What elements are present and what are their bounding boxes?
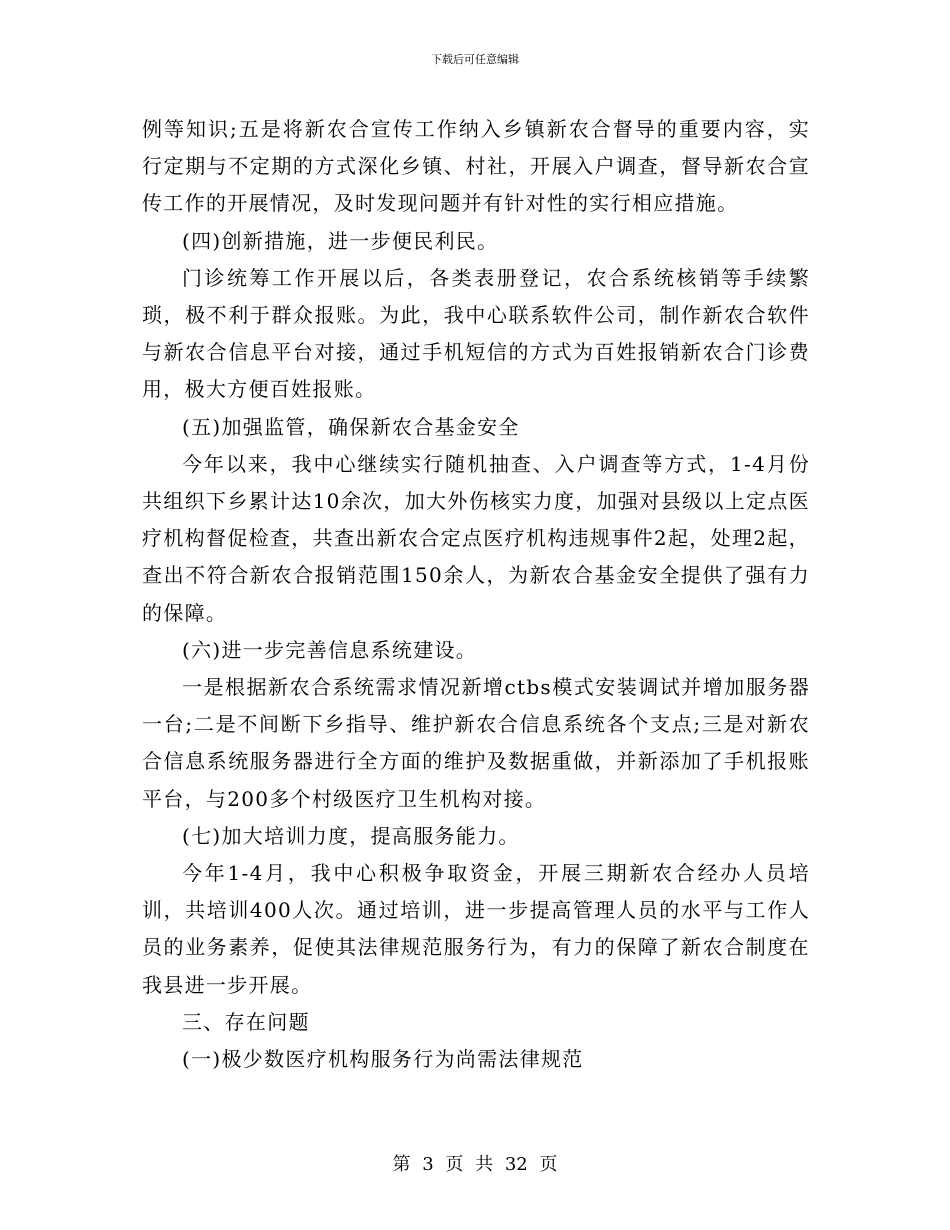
paragraph: 门诊统筹工作开展以后，各类表册登记，农合系统核销等手续繁琐，极不利于群众报账。为此，我中心联系软件公司，制作新农合软件与新农合信息平台对接，通过手机短信的方式为百姓报销新农合门诊费用，极大方便百姓报账。 xyxy=(142,265,810,402)
section-heading-6: (六)进一步完善信息系统建设。 xyxy=(182,637,478,662)
document-body xyxy=(142,111,810,1078)
paragraph: 今年以来，我中心继续实行随机抽查、入户调查等方式，1-4月份共组织下乡累计达10余次，加大外伤核实力度，加强对县级以上定点医疗机构督促检查，共查出新农合定点医疗机构违规事件2起，处理2起，查出不符合新农合报销范围150余人，为新农合基金安全提供了强有力的保障。 xyxy=(142,451,810,625)
paragraph-continuation: 例等知识;五是将新农合宣传工作纳入乡镇新农合督导的重要内容，实行定期与不定期的方式深化乡镇、村社，开展入户调查，督导新农合宣传工作的开展情况，及时发现问题并有针对性的实行相应措施。 xyxy=(142,117,810,216)
page-header: 下载后可任意编辑 xyxy=(431,53,519,66)
paragraph: 今年1-4月，我中心积极争取资金，开展三期新农合经办人员培训，共培训400人次。通过培训，进一步提高管理人员的水平与工作人员的业务素养，促使其法律规范服务行为，有力的保障了新农合制度在我县进一步开展。 xyxy=(142,861,810,997)
section-heading-7: (七)加大培训力度，提高服务能力。 xyxy=(182,823,520,848)
page-number: 第 3 页 共 32 页 xyxy=(392,1154,558,1175)
section-heading-1: (一)极少数医疗机构服务行为尚需法律规范 xyxy=(182,1047,584,1072)
section-heading-5: (五)加强监管，确保新农合基金安全 xyxy=(182,414,520,439)
paragraph: 一是根据新农合系统需求情况新增ctbs模式安装调试并增加服务器一台;二是不间断下乡指导、维护新农合信息系统各个支点;三是对新农合信息系统服务器进行全方面的维护及数据重做，并新添加了手机报账平台，与200多个村级医疗卫生机构对接。 xyxy=(142,675,810,811)
chapter-heading-3: 三、存在问题 xyxy=(182,1009,310,1034)
section-heading-4: (四)创新措施，进一步便民利民。 xyxy=(182,228,499,253)
